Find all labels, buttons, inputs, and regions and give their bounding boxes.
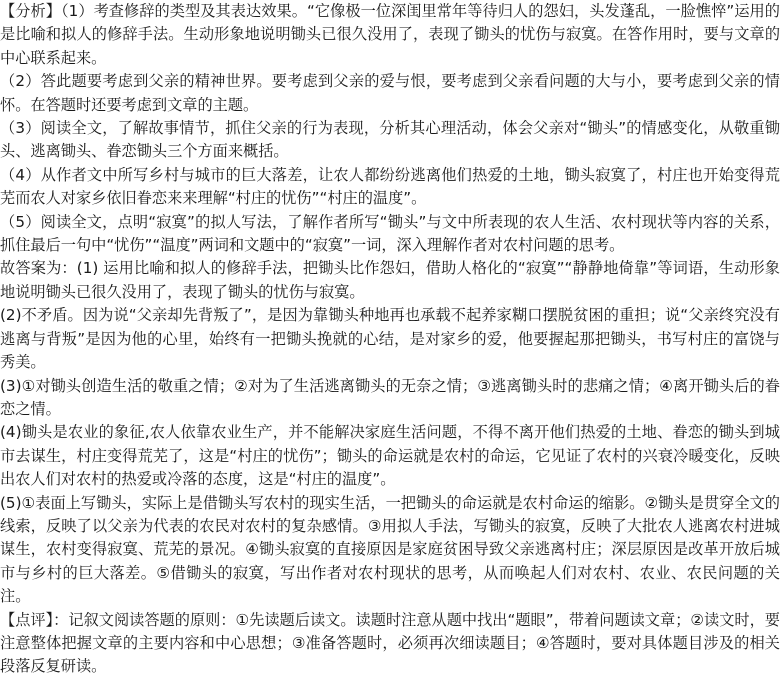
comment-paragraph: 【点评】：记叙文阅读答题的原则：①先读题后读文。读题时注意从题中找出“题眼”，带着问题读文章；②读文时，要注意整体把握文章的主要内容和中心思想；③准备答题时，必须再次细读题目；④答题时，要对具体题目涉及的相关段落反复研读。 bbox=[0, 610, 780, 676]
answer-paragraph-3: (3)①对锄头创造生活的敬重之情；②对为了生活逃离锄头的无奈之情；③逃离锄头时的悲痛之情；④离开锄头后的眷恋之情。 bbox=[0, 376, 780, 418]
answer-paragraph-2: (2)不矛盾。因为说“父亲却先背叛了”，是因为靠锄头种地再也承载不起养家糊口摆脱贫困的重担；说“父亲终究没有逃离与背叛”是因为他的心里，始终有一把锄头挽就的心结，是对家乡的爱，他要握起那把锄头，书写村庄的富饶与秀美。 bbox=[0, 306, 780, 372]
analysis-paragraph-2: （2）答此题要考虑到父亲的精神世界。要考虑到父亲的爱与恨，要考虑到父亲看问题的大与小，要考虑到父亲的情怀。在答题时还要考虑到文章的主题。 bbox=[0, 72, 780, 114]
answer-paragraph-4: (4)锄头是农业的象征,农人依靠农业生产，并不能解决家庭生活问题，不得不离开他们热爱的土地、眷恋的锄头到城市去谋生，村庄变得荒芜了，这是“村庄的忧伤”；锄头的命运就是农村的命运，它见证了农村的兴衰冷暖变化，反映出农人们对农村的热爱或冷落的态度，这是“村庄的温度”。 bbox=[0, 423, 780, 489]
analysis-paragraph-3: （3）阅读全文，了解故事情节，抓住父亲的行为表现，分析其心理活动，体会父亲对“锄头”的情感变化，从敬重锄头、逃离锄头、眷恋锄头三个方面来概括。 bbox=[0, 119, 780, 161]
analysis-paragraph-1: 【分析】（1）考查修辞的类型及其表达效果。“它像极一位深闺里常年等待归人的怨妇，头发蓬乱，一脸憔悴”运用的是比喻和拟人的修辞手法。生动形象地说明锄头已很久没用了，表现了锄头的忧伤与寂寞。在答作用时，要与文章的中心联系起来。 bbox=[0, 2, 780, 67]
analysis-paragraph-4: （4）从作者文中所写乡村与城市的巨大落差，让农人都纷纷逃离他们热爱的土地，锄头寂寞了，村庄也开始变得荒芜而农人对家乡依旧眷恋来来理解“村庄的忧伤”“村庄的温度”。 bbox=[0, 165, 780, 208]
analysis-paragraph-5: （5）阅读全文，点明“寂寞”的拟人写法，了解作者所写“锄头”与文中所表现的农人生活、农村现状等内容的关系，抓住最后一句中“忧伤”“温度”两词和文题中的“寂寞”一词，深入理解作者对农村问题的思考。 bbox=[0, 212, 780, 255]
answer-paragraph-1: 故答案为：(1) 运用比喻和拟人的修辞手法，把锄头比作怨妇，借助人格化的“寂寞”“静静地倚靠”等词语，生动形象地说明锄头已很久没用了，表现了锄头的忧伤与寂寞。 bbox=[0, 259, 780, 301]
answer-paragraph-5: (5)①表面上写锄头，实际上是借锄头写农村的现实生活，一把锄头的命运就是农村命运的缩影。②锄头是贯穿全文的线索，反映了以父亲为代表的农民对农村的复杂感情。③用拟人手法，写锄头的寂寞，反映了大批农人逃离农村进城谋生，农村变得寂寞、荒芜的景况。④锄头寂寞的直接原因是家庭贫困导致父亲逃离村庄；深层原因是改革开放后城市与乡村的巨大落差。⑤借锄头的寂寞，写出作者对农村现状的思考，从而唤起人们对农村、农业、农民问题的关注。 bbox=[0, 493, 780, 606]
